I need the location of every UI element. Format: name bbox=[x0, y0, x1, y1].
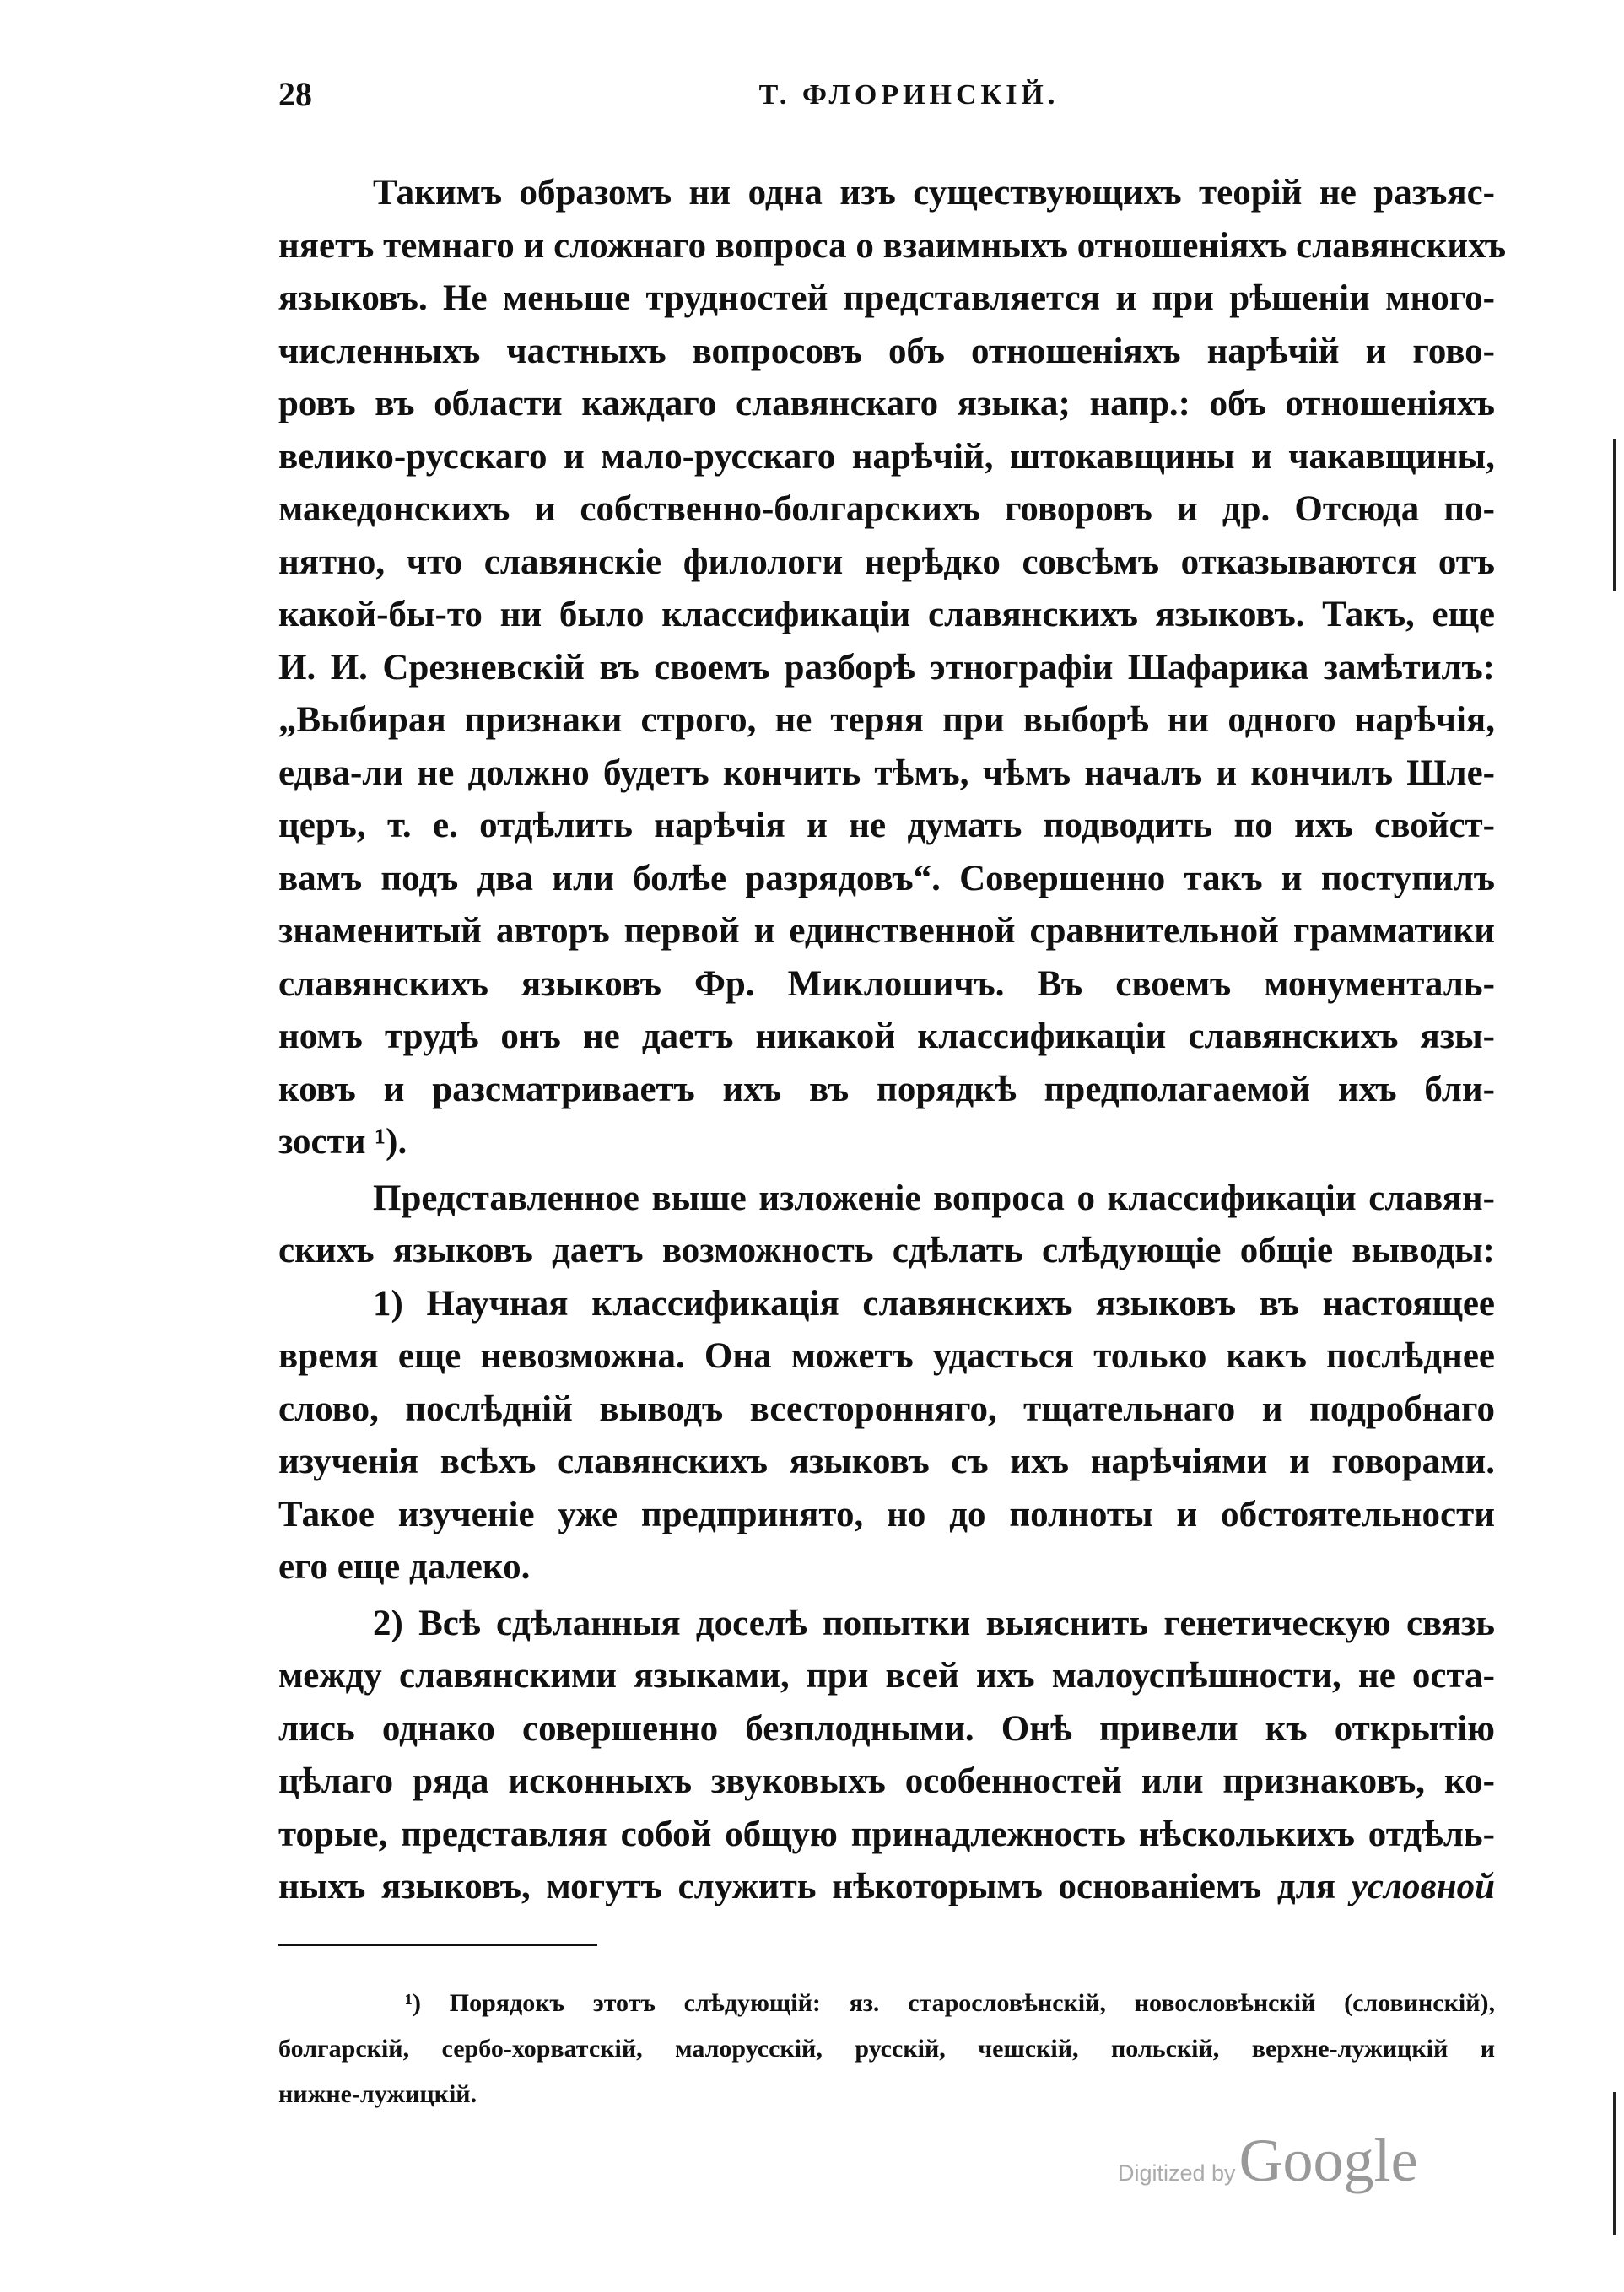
scan-edge-mark bbox=[1613, 2092, 1616, 2235]
line-text: номъ трудѣ онъ не даетъ никакой классификаціи славянскихъ язы- bbox=[278, 1017, 1495, 1056]
text-line bbox=[278, 1064, 1495, 1117]
line-text: 2) Всѣ сдѣланныя доселѣ попытки выяснить генетическую связь bbox=[373, 1603, 1495, 1643]
footnote-line: нижне-лужицкій. bbox=[278, 2080, 477, 2108]
line-text: знаменитый авторъ первой и единственной сравнительной грамматики bbox=[278, 911, 1495, 951]
line-text: цѣлаго ряда исконныхъ звуковыхъ особенностей или признаковъ, ко- bbox=[278, 1761, 1495, 1801]
line-text: Такимъ образомъ ни одна изъ существующихъ теорій не разъяс- bbox=[373, 173, 1495, 213]
text-line bbox=[278, 167, 1495, 220]
text-line bbox=[278, 1650, 1495, 1703]
line-text: изученія всѣхъ славянскихъ языковъ съ ихъ нарѣчіями и говорами. bbox=[278, 1442, 1495, 1481]
text-line bbox=[278, 220, 1507, 273]
watermark-prefix: Digitized by bbox=[1118, 2160, 1236, 2186]
text-line bbox=[278, 1541, 1495, 1594]
text-line bbox=[278, 1116, 1495, 1169]
line-text: какой-бы-то ни было классификаціи славянскихъ языковъ. Такъ, еще bbox=[278, 595, 1495, 634]
text-line bbox=[278, 958, 1495, 1011]
text-line bbox=[278, 694, 1495, 747]
running-title: Т. ФЛОРИНСКІЙ. bbox=[758, 79, 1060, 111]
line-text: численныхъ частныхъ вопросовъ объ отношеніяхъ нарѣчій и гово- bbox=[278, 331, 1495, 371]
text-line bbox=[278, 589, 1495, 642]
body-text bbox=[278, 164, 1507, 1914]
line-text: няетъ темнаго и сложнаго вопроса о взаимныхъ отношеніяхъ славянскихъ bbox=[278, 225, 1507, 266]
line-text: между славянскими языками, при всей ихъ малоуспѣшности, не оста- bbox=[278, 1656, 1495, 1696]
line-text: лись однако совершенно безплодными. Онѣ привели къ открытію bbox=[278, 1708, 1495, 1749]
line-text: ковъ и разсматриваетъ ихъ въ порядкѣ предполагаемой ихъ бли- bbox=[278, 1069, 1495, 1109]
watermark-brand: Google bbox=[1238, 2127, 1418, 2194]
text-line bbox=[278, 1598, 1495, 1651]
text-line bbox=[278, 853, 1495, 906]
italic-word: условной bbox=[1351, 1867, 1496, 1906]
line-text: скихъ языковъ даетъ возможность сдѣлать слѣдующіе общіе выводы: bbox=[278, 1231, 1495, 1270]
footnote-divider bbox=[278, 1944, 597, 1946]
text-line bbox=[278, 1225, 1495, 1278]
text-line bbox=[278, 431, 1495, 484]
paragraph bbox=[278, 1598, 1495, 1914]
line-text: ровъ въ области каждаго славянскаго языка; напр.: объ отношеніяхъ bbox=[278, 384, 1495, 423]
scan-edge-mark bbox=[1613, 439, 1616, 591]
footnote bbox=[278, 1981, 1495, 2117]
text-line bbox=[278, 800, 1495, 853]
page-number: 28 bbox=[278, 75, 312, 113]
line-text: зости ¹). bbox=[278, 1122, 407, 1162]
line-text: македонскихъ и собственно-болгарскихъ говоровъ и др. Отсюда по- bbox=[278, 489, 1495, 529]
text-line bbox=[278, 1703, 1495, 1756]
text-line bbox=[278, 483, 1495, 537]
line-text: И. И. Срезневскій въ своемъ разборѣ этнографіи Шафарика замѣтилъ: bbox=[278, 647, 1495, 688]
line-text: нятно, что славянскіе филологи нерѣдко совсѣмъ отказываются отъ bbox=[278, 542, 1495, 582]
line-text: вамъ подъ два или болѣе разрядовъ“. Совершенно такъ и поступилъ bbox=[278, 858, 1495, 898]
line-text: едва-ли не должно будетъ кончить тѣмъ, чѣмъ началъ и кончилъ Шле- bbox=[278, 752, 1495, 793]
text-line bbox=[278, 537, 1495, 590]
text-line bbox=[278, 1278, 1495, 1331]
line-text: ныхъ языковъ, могутъ служить нѣкоторымъ основаніемъ для bbox=[278, 1867, 1336, 1906]
line-text: славянскихъ языковъ Фр. Миклошичъ. Въ своемъ монументаль- bbox=[278, 963, 1495, 1004]
line-text: его еще далеко. bbox=[278, 1547, 531, 1587]
text-line bbox=[278, 905, 1495, 958]
line-text: церъ, т. е. отдѣлить нарѣчія и не думать подводить по ихъ свойст- bbox=[278, 806, 1495, 845]
text-line bbox=[278, 1330, 1495, 1383]
text-line bbox=[278, 642, 1495, 695]
footnote-line: ¹) Порядокъ этотъ слѣдующій: яз. старословѣнскій, новословѣнскій (словинскій), bbox=[405, 1989, 1495, 2017]
paragraph bbox=[278, 167, 1507, 1169]
text-line bbox=[278, 1011, 1495, 1064]
text-line bbox=[278, 1489, 1495, 1542]
line-text: торые, представляя собой общую принадлежность нѣсколькихъ отдѣль- bbox=[278, 1814, 1495, 1854]
line-text: Такое изученіе уже предпринято, но до полноты и обстоятельности bbox=[278, 1494, 1495, 1534]
text-line bbox=[278, 272, 1495, 326]
line-text: слово, послѣдній выводъ всесторонняго, тщательнаго и подробнаго bbox=[278, 1389, 1495, 1429]
line-text: языковъ. Не меньше трудностей представляется и при рѣшеніи много- bbox=[278, 278, 1495, 318]
line-text: велико-русскаго и мало-русскаго нарѣчій, штокавщины и чакавщины, bbox=[278, 436, 1495, 477]
text-line bbox=[278, 1173, 1495, 1226]
paragraph bbox=[278, 1173, 1495, 1594]
line-text: 1) Научная классификація славянскихъ языковъ въ настоящее bbox=[373, 1283, 1495, 1324]
text-line bbox=[278, 378, 1495, 431]
line-text: „Выбирая признаки строго, не теряя при выборѣ ни одного нарѣчія, bbox=[278, 700, 1495, 740]
google-watermark bbox=[1118, 2126, 1418, 2196]
text-line bbox=[278, 1436, 1495, 1489]
text-line bbox=[278, 1755, 1495, 1809]
line-text: Представленное выше изложеніе вопроса о классификаціи славян- bbox=[373, 1178, 1495, 1218]
footnote-line: болгарскій, сербо-хорватскій, малорусскій, русскій, чешскій, польскій, верхне-лужицкій и bbox=[278, 2035, 1495, 2063]
text-line bbox=[278, 1809, 1495, 1862]
text-line bbox=[278, 1861, 1495, 1914]
text-line bbox=[278, 326, 1495, 379]
text-line bbox=[278, 747, 1495, 801]
text-line bbox=[278, 1383, 1495, 1437]
line-text: время еще невозможна. Она можетъ удасться только какъ послѣднее bbox=[278, 1336, 1495, 1376]
